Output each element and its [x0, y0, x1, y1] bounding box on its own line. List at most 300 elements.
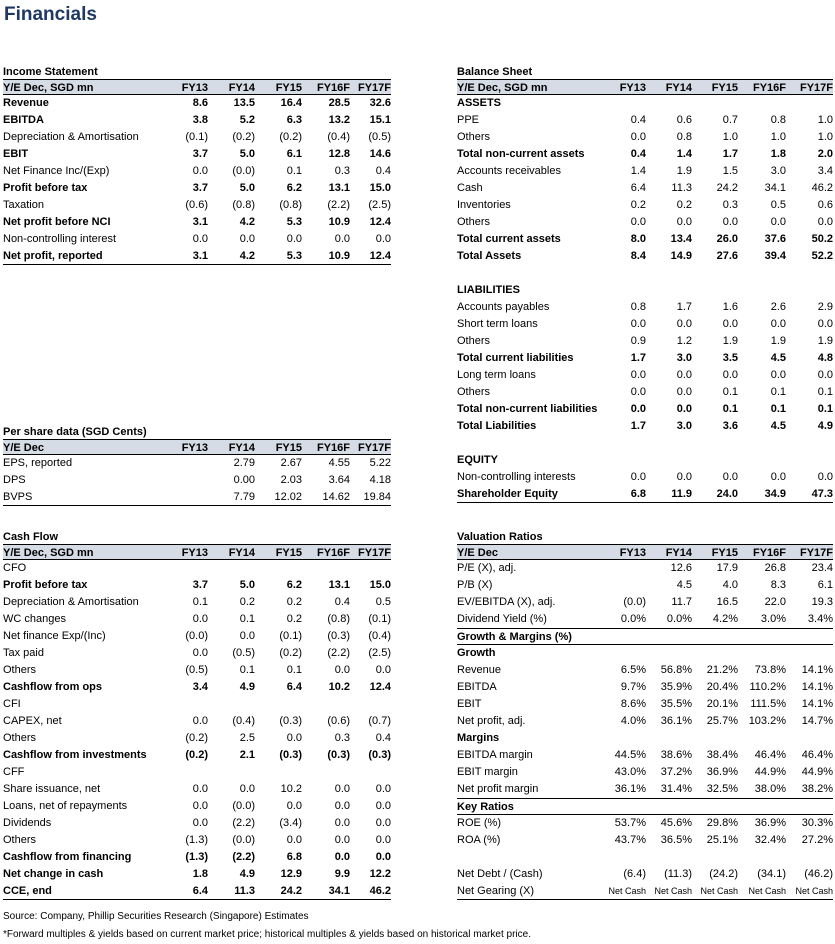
table-row: [457, 367, 833, 384]
row-label: Net Gearing (X): [457, 885, 535, 897]
row-label: Cashflow from financing: [3, 851, 132, 863]
table-row: [457, 611, 833, 628]
row-value: (2.5): [368, 647, 391, 659]
row-value: 0.1: [239, 664, 255, 676]
row-value: 0.0: [770, 369, 786, 381]
table-header: [3, 544, 391, 560]
row-value: [738, 645, 786, 662]
row-value: 0.0: [770, 216, 786, 228]
row-value: 3.6: [722, 420, 738, 432]
table-row: [457, 832, 833, 849]
table-row: [457, 577, 833, 594]
row-value: 4.5: [770, 420, 786, 432]
row-value: 14.9: [670, 250, 692, 262]
table-row: [457, 866, 833, 883]
table-row: [3, 662, 391, 679]
table-row: [457, 679, 833, 696]
row-value: 1.8: [770, 148, 786, 160]
row-value: 36.1%: [614, 783, 646, 795]
row-value: 31.4%: [660, 783, 692, 795]
row-value: Net Cash: [700, 886, 738, 896]
row-value: [646, 452, 692, 469]
row-value: 2.03: [280, 474, 302, 486]
table-header: [457, 544, 833, 560]
row-value: 32.6: [369, 97, 391, 109]
row-value: (0.3): [279, 749, 302, 761]
row-value: 35.9%: [660, 681, 692, 693]
row-label: EV/EBITDA (X), adj.: [457, 596, 556, 608]
row-value: 0.0: [192, 647, 208, 659]
row-value: (2.5): [368, 199, 391, 211]
row-label: Key Ratios: [457, 801, 514, 813]
row-label: Others: [3, 732, 37, 744]
table-row: [3, 146, 391, 163]
row-value: 25.7%: [706, 715, 738, 727]
row-value: [692, 95, 738, 112]
table-row: [457, 163, 833, 180]
row-value: 110.2%: [749, 681, 786, 693]
row-label: Total current assets: [457, 233, 561, 245]
row-value: 0.0: [375, 664, 391, 676]
row-value: 3.1: [192, 250, 208, 262]
row-value: 4.5: [676, 579, 692, 591]
row-value: 10.9: [328, 216, 350, 228]
row-value: [208, 764, 255, 781]
row-value: 12.4: [369, 250, 391, 262]
header-year: FY13: [181, 82, 208, 94]
row-label: Total current liabilities: [457, 352, 574, 364]
row-value: [605, 629, 646, 644]
header-year: FY15: [275, 82, 302, 94]
page-title: Financials: [4, 4, 97, 25]
row-value: 0.0: [192, 233, 208, 245]
row-value: 0.3: [334, 165, 350, 177]
row-value: 0.0: [334, 783, 350, 795]
table-row: [457, 265, 833, 282]
row-value: (1.3): [185, 851, 208, 863]
header-year: FY17F: [799, 82, 833, 94]
table-row: [457, 180, 833, 197]
row-value: 38.2%: [801, 783, 833, 795]
row-label: CFI: [3, 698, 21, 710]
row-value: 1.7: [630, 352, 646, 364]
row-value: 0.0: [334, 664, 350, 676]
table-row: [3, 628, 391, 645]
balance-section-title: Balance Sheet: [457, 66, 533, 78]
row-value: 103.2%: [748, 715, 786, 727]
row-value: 10.2: [280, 783, 302, 795]
row-label: Non-controlling interests: [457, 471, 576, 483]
row-value: 34.1: [328, 885, 350, 897]
row-value: 12.02: [274, 491, 302, 503]
table-row: [3, 231, 391, 248]
table-row: [3, 730, 391, 747]
row-value: 0.1: [192, 596, 208, 608]
row-value: (0.1): [279, 630, 302, 642]
cash-flow-table: [3, 530, 391, 900]
table-row: [457, 730, 833, 747]
row-value: 1.9: [817, 335, 833, 347]
row-value: 39.4: [764, 250, 786, 262]
row-value: 0.0: [375, 800, 391, 812]
row-label: Short term loans: [457, 318, 538, 330]
row-label: Net Finance Inc/(Exp): [3, 165, 110, 177]
row-value: (0.1): [368, 613, 391, 625]
row-value: [692, 799, 738, 814]
row-value: [692, 265, 738, 282]
row-label: EPS, reported: [3, 457, 73, 469]
row-value: 43.7%: [614, 834, 646, 846]
row-value: 43.0%: [614, 766, 646, 778]
row-value: 1.0: [722, 131, 738, 143]
row-value: 20.4%: [706, 681, 738, 693]
header-year: FY16F: [752, 82, 786, 94]
row-value: 0.0: [286, 834, 302, 846]
row-value: [171, 764, 208, 781]
row-value: 44.5%: [614, 749, 646, 761]
row-value: 36.9%: [754, 817, 786, 829]
row-value: (2.2): [327, 647, 350, 659]
row-value: [646, 849, 692, 866]
row-value: 0.1: [722, 403, 738, 415]
row-value: 111.5%: [750, 698, 786, 710]
row-label: Tax paid: [3, 647, 44, 659]
header-label: Y/E Dec: [457, 547, 498, 559]
row-value: 0.0: [817, 318, 833, 330]
row-value: (11.3): [664, 868, 692, 880]
row-value: 0.1: [770, 386, 786, 398]
row-value: 6.1: [286, 148, 302, 160]
row-label: EBIT: [3, 148, 29, 160]
header-year: FY14: [228, 442, 255, 454]
table-row: [3, 781, 391, 798]
row-value: 0.0%: [620, 613, 646, 625]
row-value: 6.3: [286, 114, 302, 126]
row-value: 0.9: [630, 335, 646, 347]
row-value: 0.0: [375, 834, 391, 846]
row-value: 0.0: [630, 471, 646, 483]
row-value: 50.2: [811, 233, 833, 245]
row-value: 3.0: [676, 420, 692, 432]
row-value: [738, 799, 786, 814]
header-year: FY16F: [316, 547, 350, 559]
row-value: 12.6: [670, 562, 692, 574]
row-value: 1.7: [676, 301, 692, 313]
row-value: [350, 560, 391, 577]
row-value: [171, 560, 208, 577]
row-value: [786, 730, 833, 747]
table-row: [457, 231, 833, 248]
row-value: (0.6): [327, 715, 350, 727]
table-row: [457, 384, 833, 401]
row-label: Net profit, reported: [3, 250, 103, 262]
row-value: 0.0: [817, 369, 833, 381]
row-label: [457, 849, 605, 866]
row-value: 11.3: [671, 182, 692, 194]
row-value: 5.3: [286, 250, 302, 262]
row-label: Growth: [457, 647, 496, 659]
row-value: 3.1: [192, 216, 208, 228]
row-value: 0.0%: [666, 613, 692, 625]
row-value: 1.0: [817, 131, 833, 143]
row-value: 4.0: [722, 579, 738, 591]
row-value: 0.0: [334, 800, 350, 812]
table-row: [3, 489, 391, 506]
row-value: (0.8): [232, 199, 255, 211]
table-row: [3, 696, 391, 713]
row-value: 0.1: [286, 664, 302, 676]
row-value: 46.4%: [801, 749, 833, 761]
row-value: 1.5: [722, 165, 738, 177]
row-value: 0.5: [770, 199, 786, 211]
row-value: 16.4: [280, 97, 302, 109]
row-value: 0.1: [722, 386, 738, 398]
row-value: 2.1: [239, 749, 255, 761]
row-value: 0.0: [334, 851, 350, 863]
row-value: 0.0: [192, 783, 208, 795]
row-value: 14.1%: [801, 698, 833, 710]
row-value: 0.0: [676, 403, 692, 415]
row-value: 2.79: [233, 457, 255, 469]
row-value: (6.4): [623, 868, 646, 880]
row-value: 0.4: [334, 596, 350, 608]
header-label: Y/E Dec, SGD mn: [3, 547, 94, 559]
row-value: 2.5: [239, 732, 255, 744]
row-value: 11.9: [671, 488, 692, 500]
row-value: 44.9%: [754, 766, 786, 778]
row-value: 32.4%: [754, 834, 786, 846]
row-value: [786, 799, 833, 814]
row-value: 0.1: [286, 165, 302, 177]
row-value: 1.9: [722, 335, 738, 347]
table-row: [457, 764, 833, 781]
row-value: 3.7: [192, 579, 208, 591]
row-value: 28.5: [328, 97, 350, 109]
row-value: (2.2): [327, 199, 350, 211]
row-label: EBITDA margin: [457, 749, 533, 761]
row-value: 13.1: [328, 579, 350, 591]
row-value: [786, 645, 833, 662]
row-value: 0.3: [334, 732, 350, 744]
table-row: [3, 679, 391, 696]
row-value: 0.2: [286, 613, 302, 625]
row-value: 0.1: [817, 403, 833, 415]
row-value: (0.6): [185, 199, 208, 211]
row-value: 1.0: [770, 131, 786, 143]
row-value: 29.8%: [706, 817, 738, 829]
row-value: 0.0: [192, 715, 208, 727]
table-row: [457, 299, 833, 316]
header-year: FY16F: [752, 547, 786, 559]
table-row: [457, 560, 833, 577]
row-label: Accounts receivables: [457, 165, 561, 177]
row-value: [605, 265, 646, 282]
table-row: [457, 350, 833, 367]
row-value: 1.0: [817, 114, 833, 126]
row-value: 5.0: [239, 579, 255, 591]
row-value: 36.5%: [660, 834, 692, 846]
row-value: 8.3: [770, 579, 786, 591]
row-value: Net Cash: [795, 886, 833, 896]
balance-sheet-table: [457, 65, 833, 503]
row-value: [646, 95, 692, 112]
row-value: 16.5: [716, 596, 738, 608]
row-value: 26.8: [764, 562, 786, 574]
row-value: 0.6: [817, 199, 833, 211]
row-value: 0.0: [192, 817, 208, 829]
header-year: FY15: [711, 547, 738, 559]
row-value: 0.0: [770, 318, 786, 330]
row-label: CFO: [3, 562, 27, 574]
row-label: Inventories: [457, 199, 511, 211]
row-value: [646, 799, 692, 814]
row-value: 3.7: [192, 148, 208, 160]
row-value: 4.2: [239, 250, 255, 262]
cashflow-section-title: Cash Flow: [3, 531, 59, 543]
row-value: 0.0: [630, 403, 646, 415]
row-value: 0.0: [630, 386, 646, 398]
row-value: 15.1: [369, 114, 391, 126]
row-value: [692, 730, 738, 747]
row-value: 12.9: [280, 868, 302, 880]
row-value: 6.8: [630, 488, 646, 500]
table-row: [3, 163, 391, 180]
row-value: 24.2: [716, 182, 738, 194]
row-value: 36.1%: [660, 715, 692, 727]
header-year: FY13: [619, 82, 646, 94]
row-value: (1.3): [185, 834, 208, 846]
row-value: (0.2): [279, 131, 302, 143]
row-label: Total non-current assets: [457, 148, 585, 160]
row-value: 17.9: [716, 562, 738, 574]
row-value: [255, 764, 302, 781]
row-label: EBIT: [457, 698, 482, 710]
row-value: [738, 452, 786, 469]
row-value: [692, 282, 738, 299]
table-row: [3, 112, 391, 129]
row-value: [302, 560, 350, 577]
row-value: 21.2%: [706, 664, 738, 676]
row-value: 3.0: [676, 352, 692, 364]
row-value: (0.2): [185, 749, 208, 761]
header-year: FY14: [228, 547, 255, 559]
row-value: 14.62: [322, 491, 350, 503]
table-row: [457, 452, 833, 469]
table-row: [457, 747, 833, 764]
row-value: 3.4: [192, 681, 208, 693]
row-value: (0.1): [185, 131, 208, 143]
row-value: 24.2: [280, 885, 302, 897]
row-value: 0.0: [192, 800, 208, 812]
row-value: 8.4: [630, 250, 646, 262]
row-value: [692, 645, 738, 662]
row-value: 27.2%: [801, 834, 833, 846]
row-label: Accounts payables: [457, 301, 550, 313]
table-row: [457, 146, 833, 163]
row-value: 1.2: [676, 335, 692, 347]
row-value: [692, 435, 738, 452]
row-label: Net change in cash: [3, 868, 104, 880]
row-value: [646, 730, 692, 747]
row-value: 5.3: [286, 216, 302, 228]
row-value: 3.0%: [760, 613, 786, 625]
row-label: Long term loans: [457, 369, 536, 381]
row-value: 0.0: [286, 233, 302, 245]
row-value: [786, 95, 833, 112]
row-label: Taxation: [3, 199, 44, 211]
row-value: 3.5: [722, 352, 738, 364]
row-label: DPS: [3, 474, 26, 486]
row-value: 19.3: [811, 596, 833, 608]
row-value: [786, 435, 833, 452]
row-value: (2.2): [232, 851, 255, 863]
row-value: Net Cash: [654, 886, 692, 896]
row-value: 1.7: [722, 148, 738, 160]
row-value: 0.0: [630, 131, 646, 143]
row-label: Net profit before NCI: [3, 216, 111, 228]
row-value: Net Cash: [608, 886, 646, 896]
row-label: EBITDA: [457, 681, 497, 693]
row-value: [605, 435, 646, 452]
row-value: 5.0: [239, 148, 255, 160]
row-value: [171, 472, 208, 489]
row-value: (0.2): [279, 647, 302, 659]
row-value: 0.0: [676, 318, 692, 330]
row-value: 3.4%: [807, 613, 833, 625]
row-value: 1.4: [676, 148, 692, 160]
row-value: 53.7%: [614, 817, 646, 829]
per-share-data-table: [3, 425, 391, 506]
table-row: [3, 883, 391, 900]
table-row: [3, 214, 391, 231]
row-label: Others: [3, 834, 37, 846]
row-value: (0.8): [279, 199, 302, 211]
row-value: [302, 696, 350, 713]
row-value: 6.2: [286, 182, 302, 194]
header-label: Y/E Dec: [3, 442, 44, 454]
row-value: [255, 696, 302, 713]
table-row: [457, 129, 833, 146]
row-value: [171, 455, 208, 472]
row-value: 0.1: [239, 613, 255, 625]
row-value: 19.84: [363, 491, 391, 503]
row-value: 6.5%: [620, 664, 646, 676]
row-value: 0.0: [722, 318, 738, 330]
header-year: FY17F: [357, 442, 391, 454]
row-label: CCE, end: [3, 885, 52, 897]
row-value: [605, 577, 646, 594]
row-value: 4.8: [817, 352, 833, 364]
row-value: 0.0: [286, 732, 302, 744]
row-value: 0.2: [676, 199, 692, 211]
row-label: EBIT margin: [457, 766, 518, 778]
row-value: 0.5: [375, 596, 391, 608]
row-value: [786, 265, 833, 282]
row-value: 10.9: [328, 250, 350, 262]
row-value: 14.1%: [801, 681, 833, 693]
row-value: (34.1): [757, 868, 786, 880]
row-value: 4.55: [328, 457, 350, 469]
row-label: EQUITY: [457, 454, 498, 466]
row-label: Revenue: [457, 664, 502, 676]
row-label: Dividends: [3, 817, 52, 829]
row-value: (0.4): [232, 715, 255, 727]
row-value: 46.2: [369, 885, 391, 897]
table-row: [3, 798, 391, 815]
row-value: 27.6: [716, 250, 738, 262]
header-year: FY16F: [316, 82, 350, 94]
row-value: 36.9%: [706, 766, 738, 778]
